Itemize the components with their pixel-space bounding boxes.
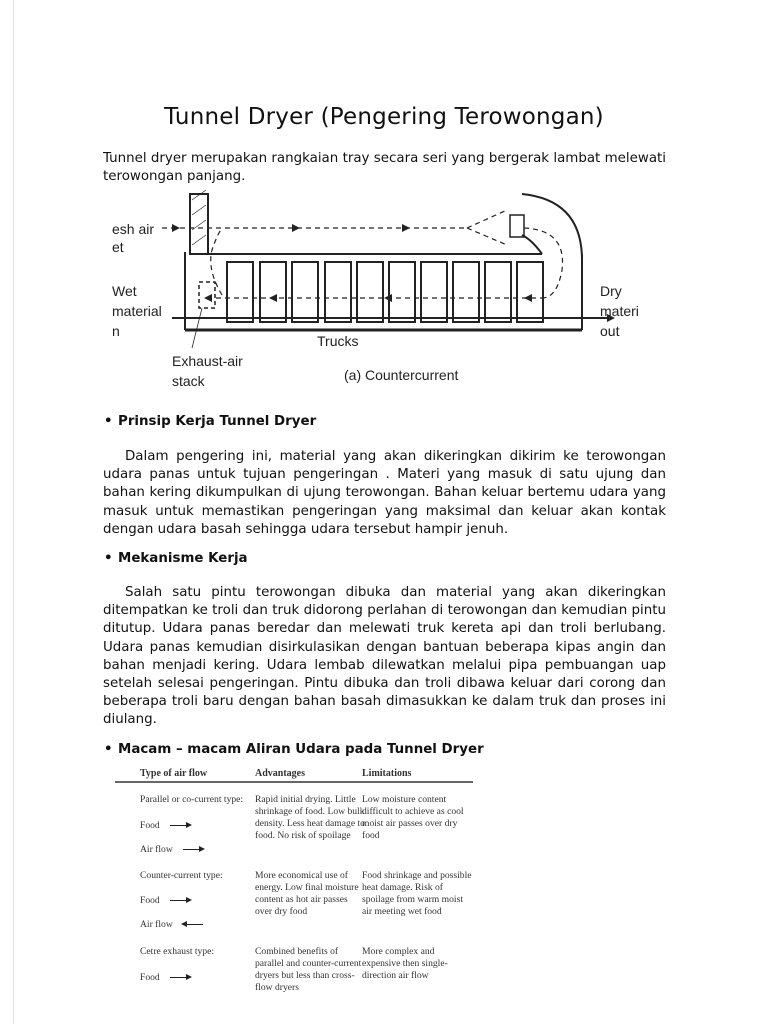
row3-food: Food bbox=[140, 972, 160, 983]
heading-prinsip: • Prinsip Kerja Tunnel Dryer bbox=[118, 414, 316, 430]
stack-wall bbox=[190, 194, 208, 254]
in-label: n bbox=[112, 323, 120, 339]
intro-paragraph: Tunnel dryer merupakan rangkaian tray secara seri yang bergerak lambat melewati terowongan panjang. bbox=[103, 151, 666, 185]
material-label: material bbox=[112, 303, 162, 319]
stack-label: stack bbox=[172, 373, 205, 389]
header-advantages: Advantages bbox=[255, 768, 306, 779]
page-edge bbox=[13, 0, 14, 1024]
arrow-right-icon bbox=[170, 825, 190, 826]
row3-type: Cetre exhaust type: bbox=[140, 946, 215, 957]
row3-advantages: Combined benefits of parallel and counter-current dryers but less than cross-flow dryers bbox=[255, 946, 362, 993]
diagram-caption: (a) Countercurrent bbox=[344, 367, 459, 383]
arrow-right-icon bbox=[170, 977, 190, 978]
airflow-table-image bbox=[115, 762, 475, 1012]
trucks-label: Trucks bbox=[317, 333, 359, 349]
row1-food: Food bbox=[140, 820, 160, 831]
exhaust-label: Exhaust-air bbox=[172, 353, 243, 369]
row1-air: Air flow bbox=[140, 844, 173, 855]
paragraph-prinsip: Dalam pengering ini, material yang akan dikeringkan dikirim ke terowongan udara panas untuk tujuan pengeringan . Materi yang masuk di satu ujung dan bahan kering dikumpulkan di ujung terowongan. Bahan keluar bertemu udara yang masuk untuk memastikan pengeringan yang maksimal dan keluar akan kontak dengan udara basah sehingga udara tersebut hampir jenuh. bbox=[103, 449, 666, 537]
fan bbox=[510, 215, 524, 237]
row2-type: Counter-current type: bbox=[140, 870, 223, 881]
row3-limitations: More complex and expensive then single-direction air flow bbox=[362, 946, 448, 981]
arrow-right-icon bbox=[170, 900, 190, 901]
row1-limitations: Low moisture content difficult to achieve as cool moist air passes over dry food bbox=[362, 794, 464, 841]
row2-food: Food bbox=[140, 895, 160, 906]
dry-label: Dry bbox=[600, 283, 622, 299]
header-type: Type of air flow bbox=[140, 768, 208, 779]
tunnel-dryer-diagram bbox=[112, 190, 639, 400]
row1-type: Parallel or co-current type: bbox=[140, 794, 244, 805]
row2-air: Air flow bbox=[140, 919, 173, 930]
arrow-right-icon bbox=[183, 849, 203, 850]
arrow-left-icon bbox=[183, 924, 203, 925]
row1-advantages: Rapid initial drying. Little shrinkage of food. Low bulk density. Less heat damage to food. No risk of spoilage bbox=[255, 794, 365, 841]
wet-label: Wet bbox=[112, 283, 137, 299]
header-limitations: Limitations bbox=[362, 768, 412, 779]
fresh-air-label: esh air bbox=[112, 221, 155, 237]
paragraph-mekanisme: Salah satu pintu terowongan dibuka dan material yang akan dikeringkan ditempatkan ke troli dan truk didorong perlahan di terowongan dan kemudian pintu ditutup. Udara panas beredar dan melewati truk kereta api dan troli berlubang. Udara panas kemudian disirkulasikan dengan bantuan beberapa kipas angin dan bahan menjadi kering. Udara lembab dilewatkan melalui pipa pembuangan uap setelah selesai pengeringan. Pintu dibuka dan troli dibawa keluar dari corong dan beberapa troli baru dengan bahan basah dimasukkan ke dalam truk dan proses ini diulang. bbox=[103, 585, 666, 728]
out-label: out bbox=[600, 323, 620, 339]
page-title: Tunnel Dryer (Pengering Terowongan) bbox=[164, 104, 604, 130]
row2-advantages: More economical use of energy. Low final moisture content as hot air passes over dry food bbox=[255, 870, 359, 917]
row2-limitations: Food shrinkage and possible heat damage. Risk of spoilage from warm moist air meeting wet food bbox=[362, 870, 472, 917]
materi-label: materi bbox=[600, 303, 639, 319]
heading-mekanisme: • Mekanisme Kerja bbox=[118, 551, 248, 567]
fresh-air-label-2: et bbox=[112, 239, 124, 255]
header-rule bbox=[115, 781, 473, 783]
heading-macam-aliran: • Macam – macam Aliran Udara pada Tunnel Dryer bbox=[118, 742, 484, 758]
